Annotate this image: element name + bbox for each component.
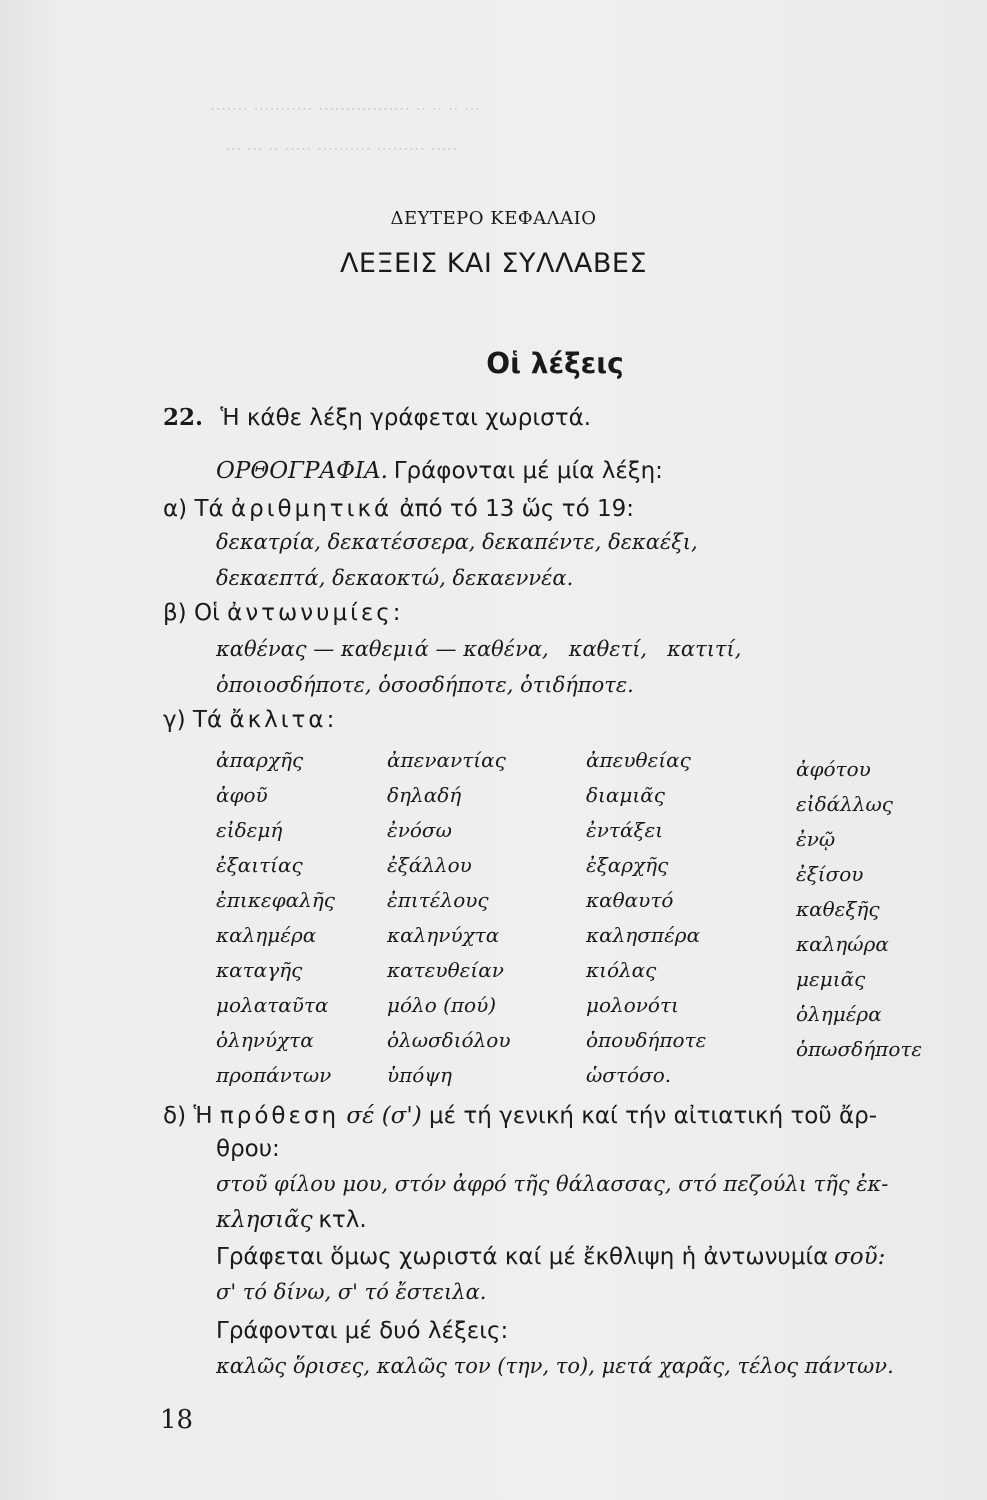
list-item: κιόλας	[586, 958, 657, 982]
chapter-title: ΛΕΞΕΙΣ ΚΑΙ ΣΥΛΛΑΒΕΣ	[339, 248, 648, 279]
list-item: ἐξαρχῆς	[586, 853, 669, 877]
item-d-example-2	[216, 1207, 367, 1233]
list-item: ἐνόσω	[387, 818, 452, 842]
list-item: ὁπουδήποτε	[586, 1028, 707, 1052]
list-item: κατευθείαν	[387, 958, 504, 982]
item-a-line-1: δεκατρία, δεκατέσσερα, δεκαπέντε, δεκαέξι,	[216, 530, 698, 554]
item-b-lead: Οἱ	[193, 600, 220, 626]
item-d-example-2-italic: κλησιᾶς	[216, 1207, 313, 1233]
item-d-preposition: σέ (σ')	[346, 1103, 422, 1129]
note-1-text: Γράφεται ὅμως χωριστά καί μέ ἔκθλιψη ἡ ἀντωνυμία	[216, 1244, 829, 1270]
note-2-example: καλῶς ὅρισες, καλῶς τον (την, το), μετά χαρᾶς, τέλος πάντων.	[216, 1354, 894, 1378]
item-d-lead: Ἡ	[193, 1103, 213, 1129]
list-item: διαμιᾶς	[586, 783, 665, 807]
list-item: ὁλωσδιόλου	[387, 1028, 511, 1052]
bleed-through-text: ··· ··· ·· ····· ·········· ········· ·····	[225, 140, 458, 160]
list-item: ἐντάξει	[586, 818, 664, 842]
item-d-heading	[163, 1103, 877, 1129]
item-b-colon: :	[392, 600, 401, 626]
note-2: Γράφονται μέ δυό λέξεις:	[216, 1318, 509, 1344]
list-item: ὁληνύχτα	[216, 1028, 314, 1052]
page-number: 18	[160, 1405, 194, 1435]
list-item: καλησπέρα	[586, 923, 701, 947]
list-item: ἀπεναντίας	[387, 748, 506, 772]
item-d-example-1: στοῦ φίλου μου, στόν ἀφρό τῆς θάλασσας, στό πεζούλι τῆς ἐκ-	[216, 1172, 889, 1196]
rule-number: 22.	[163, 404, 204, 431]
list-item: ἀπευθείας	[586, 748, 691, 772]
adverb-column-1	[216, 743, 335, 1093]
list-item: ἀπαρχῆς	[216, 748, 304, 772]
list-item: καλημέρα	[216, 923, 317, 947]
item-d-rest-2: θρου:	[216, 1136, 280, 1162]
section-title: Οἱ λέξεις	[486, 347, 624, 380]
rule-text: Ἡ κάθε λέξη γράφεται χωριστά.	[220, 405, 592, 431]
list-item: ἐπικεφαλῆς	[216, 888, 335, 912]
adverb-column-4	[796, 752, 922, 1067]
list-item: δηλαδή	[387, 783, 462, 807]
note-1	[216, 1244, 885, 1270]
item-a-marker: α)	[163, 496, 188, 522]
item-a-lead: Τά	[194, 496, 224, 522]
rule-22	[163, 404, 591, 431]
list-item: ὁλημέρα	[796, 1002, 882, 1026]
item-a-rest: ἀπό τό 13 ὥς τό 19:	[399, 496, 634, 522]
list-item: ὑπόψη	[387, 1063, 453, 1087]
list-item: ἐξίσου	[796, 862, 864, 886]
list-item: ἐξαιτίας	[216, 853, 303, 877]
list-item: μόλο (πού)	[387, 993, 497, 1017]
list-item: ὁπωσδήποτε	[796, 1037, 923, 1061]
item-b-marker: β)	[163, 600, 187, 626]
list-item: μεμιᾶς	[796, 967, 866, 991]
list-item: καθαυτό	[586, 888, 674, 912]
list-item: εἰδάλλως	[796, 792, 893, 816]
item-a-heading	[163, 496, 634, 522]
orthography-line	[216, 458, 663, 484]
item-d-spaced: πρόθεση	[219, 1103, 340, 1129]
list-item: ἀφοῦ	[216, 783, 268, 807]
note-1-italic: σοῦ:	[834, 1244, 886, 1270]
item-d-marker: δ)	[163, 1103, 187, 1129]
list-item: ἐπιτέλους	[387, 888, 489, 912]
list-item: καληνύχτα	[387, 923, 500, 947]
list-item: εἰδεμή	[216, 818, 283, 842]
list-item: καταγῆς	[216, 958, 303, 982]
item-b-line-2: ὁποιοσδήποτε, ὁσοσδήποτε, ὁτιδήποτε.	[216, 673, 634, 697]
list-item: ἀφότου	[796, 757, 871, 781]
adverb-column-2	[387, 743, 510, 1093]
item-c-spaced: ἄκλιτα	[229, 707, 327, 733]
list-item: ὡστόσο.	[586, 1063, 672, 1087]
list-item: ἐξάλλου	[387, 853, 472, 877]
item-b-spaced: ἀντωνυμίες	[227, 600, 393, 626]
orthography-label: ΟΡΘΟΓΡΑΦΙΑ.	[216, 458, 388, 484]
list-item: μολαταῦτα	[216, 993, 329, 1017]
item-d-example-2-rest: κτλ.	[318, 1207, 367, 1233]
item-b-heading	[163, 600, 401, 626]
item-c-marker: γ)	[163, 707, 186, 733]
list-item: μολονότι	[586, 993, 679, 1017]
list-item: καθεξῆς	[796, 897, 880, 921]
list-item: καληώρα	[796, 932, 889, 956]
list-item: ἐνῷ	[796, 827, 836, 851]
item-d-rest: μέ τή γενική καί τήν αἰτιατική τοῦ ἄρ-	[429, 1103, 878, 1129]
item-c-heading	[163, 707, 334, 733]
item-c-colon: :	[326, 707, 335, 733]
bleed-through-text: ······· ··········· ················· ·· ·· ·· ···	[210, 100, 481, 120]
list-item: προπάντων	[216, 1063, 332, 1087]
note-1-example: σ' τό δίνω, σ' τό ἔστειλα.	[216, 1280, 487, 1304]
item-b-line-1: καθένας — καθεμιά — καθένα, καθετί, κατιτί,	[216, 637, 742, 661]
adverb-column-3	[586, 743, 706, 1093]
chapter-label: ΔΕΥΤΕΡΟ ΚΕΦΑΛΑΙΟ	[390, 208, 597, 229]
item-a-line-2: δεκαεπτά, δεκαοκτώ, δεκαεννέα.	[216, 566, 574, 590]
orthography-text: Γράφονται μέ μία λέξη:	[393, 458, 663, 484]
item-c-lead: Τά	[192, 707, 223, 733]
item-a-spaced: ἀριθμητικά	[230, 496, 393, 522]
